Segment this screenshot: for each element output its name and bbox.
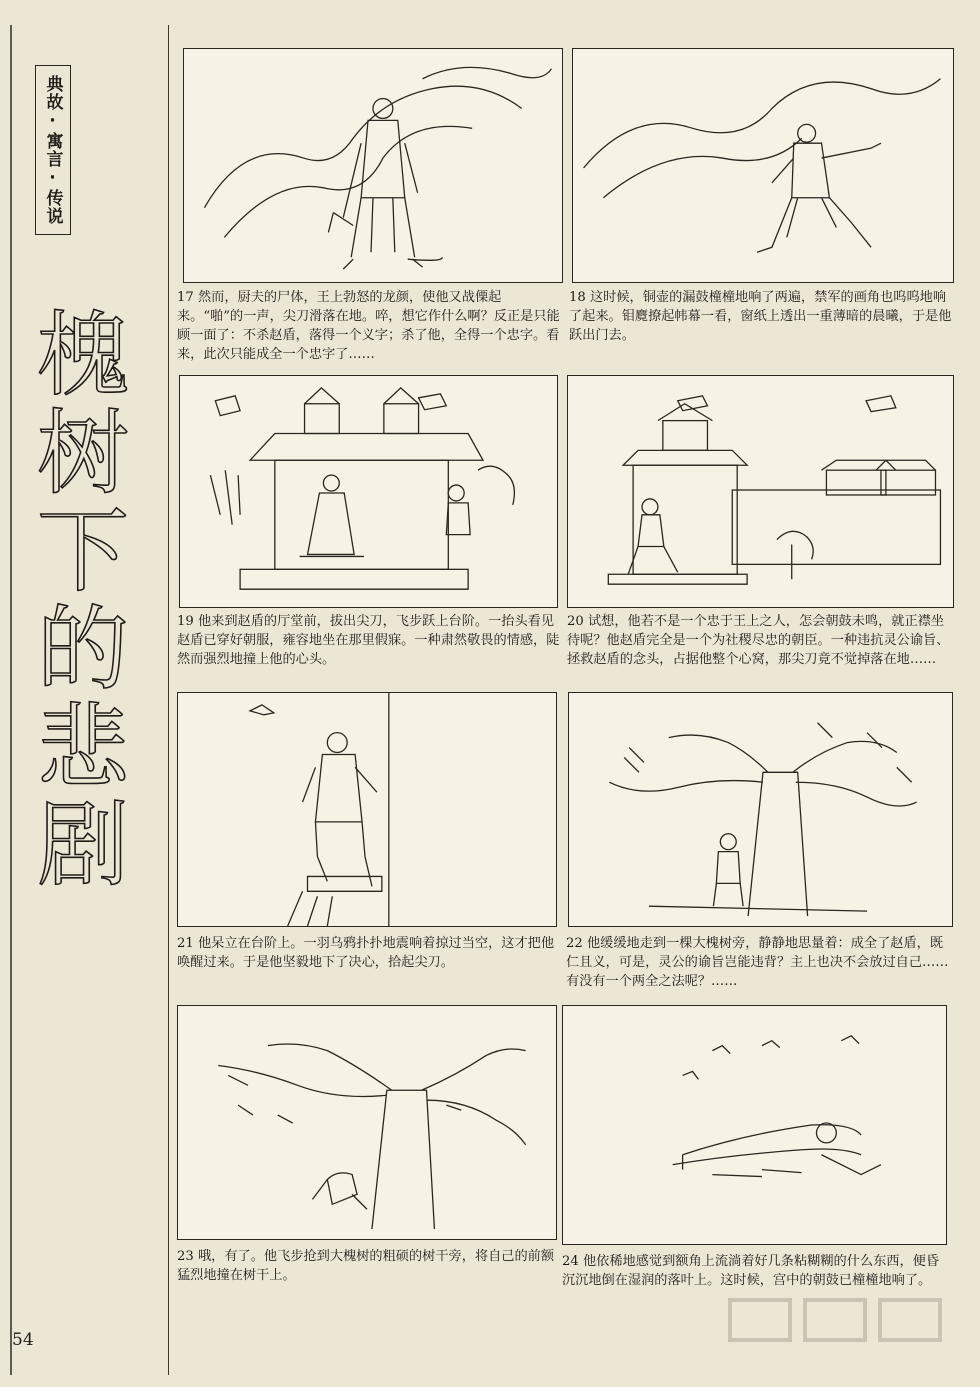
panel-22-number: 22	[566, 936, 583, 951]
panel-23-illustration	[177, 1005, 557, 1240]
panel-17-number: 17	[177, 290, 194, 305]
panel-21-text: 他呆立在台阶上。一羽乌鸦扑扑地震响着掠过当空，这才把他唤醒过来。于是他坚毅地下了决心，拾起尖刀。	[177, 936, 555, 970]
panel-17-text: 然而，厨夫的尸体，王上勃怒的龙颜，使他又战傈起来。“啪”的一声，尖刀滑落在地。啐，想它作什么啊？反正是只能顾一面了：不杀赵盾，落得一个义字；杀了他，全得一个忠字。看来，此次只能成全一个忠字了……	[177, 290, 560, 362]
panel-24-illustration	[562, 1005, 947, 1245]
panel-24-caption	[562, 1252, 950, 1290]
panel-22-text: 他缓缓地走到一棵大槐树旁，静静地思量着：成全了赵盾，既仁且义，可是，灵公的谕旨岂能违背？主上也决不会放过自己……有没有一个两全之法呢？……	[566, 936, 949, 989]
panel-20-illustration	[567, 375, 954, 608]
panel-23-number: 23	[177, 1249, 194, 1264]
panel-19-number: 19	[177, 614, 194, 629]
panel-21-caption	[177, 934, 560, 972]
panel-20-number: 20	[567, 614, 584, 629]
watermark-logo	[720, 1290, 960, 1370]
panel-18-caption	[569, 288, 954, 345]
panel-22-illustration	[568, 692, 953, 927]
panel-17-caption	[177, 288, 560, 364]
page-number: 54	[12, 1330, 34, 1350]
panel-19-caption	[177, 612, 560, 669]
panel-18-number: 18	[569, 290, 586, 305]
panel-23-text: 哦，有了。他飞步抢到大槐树的粗硕的树干旁，将自己的前额猛烈地撞在树干上。	[177, 1249, 555, 1283]
panel-24-number: 24	[562, 1254, 579, 1269]
panel-20-text: 试想，他若不是一个忠于王上之人，怎会朝鼓未鸣，就正襟坐待呢？他赵盾完全是一个为社稷尽忠的朝臣。一种违抗灵公谕旨、拯救赵盾的念头，占据他整个心窝，那尖刀竟不觉掉落在地……	[567, 614, 950, 667]
panel-19-illustration	[179, 375, 558, 608]
panel-21-number: 21	[177, 936, 194, 951]
panel-23-caption	[177, 1247, 560, 1285]
panel-24-text: 他依稀地感觉到额角上流淌着好几条粘糊糊的什么东西，便昏沉沉地倒在湿润的落叶上。这时候，宫中的朝鼓已橦橦地响了。	[562, 1254, 940, 1288]
panel-18-illustration	[572, 48, 954, 283]
column-divider	[168, 25, 169, 1375]
panel-17-illustration	[183, 48, 563, 283]
category-label: 典故·寓言·传说	[35, 65, 71, 235]
panel-22-caption	[566, 934, 954, 991]
panel-20-caption	[567, 612, 955, 669]
story-title: 槐树下的悲剧	[22, 306, 129, 894]
panel-21-illustration	[177, 692, 557, 927]
panel-19-text: 他来到赵盾的厅堂前，拔出尖刀，飞步跃上台阶。一抬头看见赵盾已穿好朝服，雍容地坐在那里假寐。一种肃然敬畏的情感，陡然而强烈地撞上他的心头。	[177, 614, 560, 667]
panel-18-text: 这时候，铜壶的漏鼓橦橦地响了两遍，禁军的画角也呜呜地响了起来。钼麑撩起帏幕一看，窗纸上透出一重薄暗的晨曦，于是他跃出门去。	[569, 290, 952, 343]
